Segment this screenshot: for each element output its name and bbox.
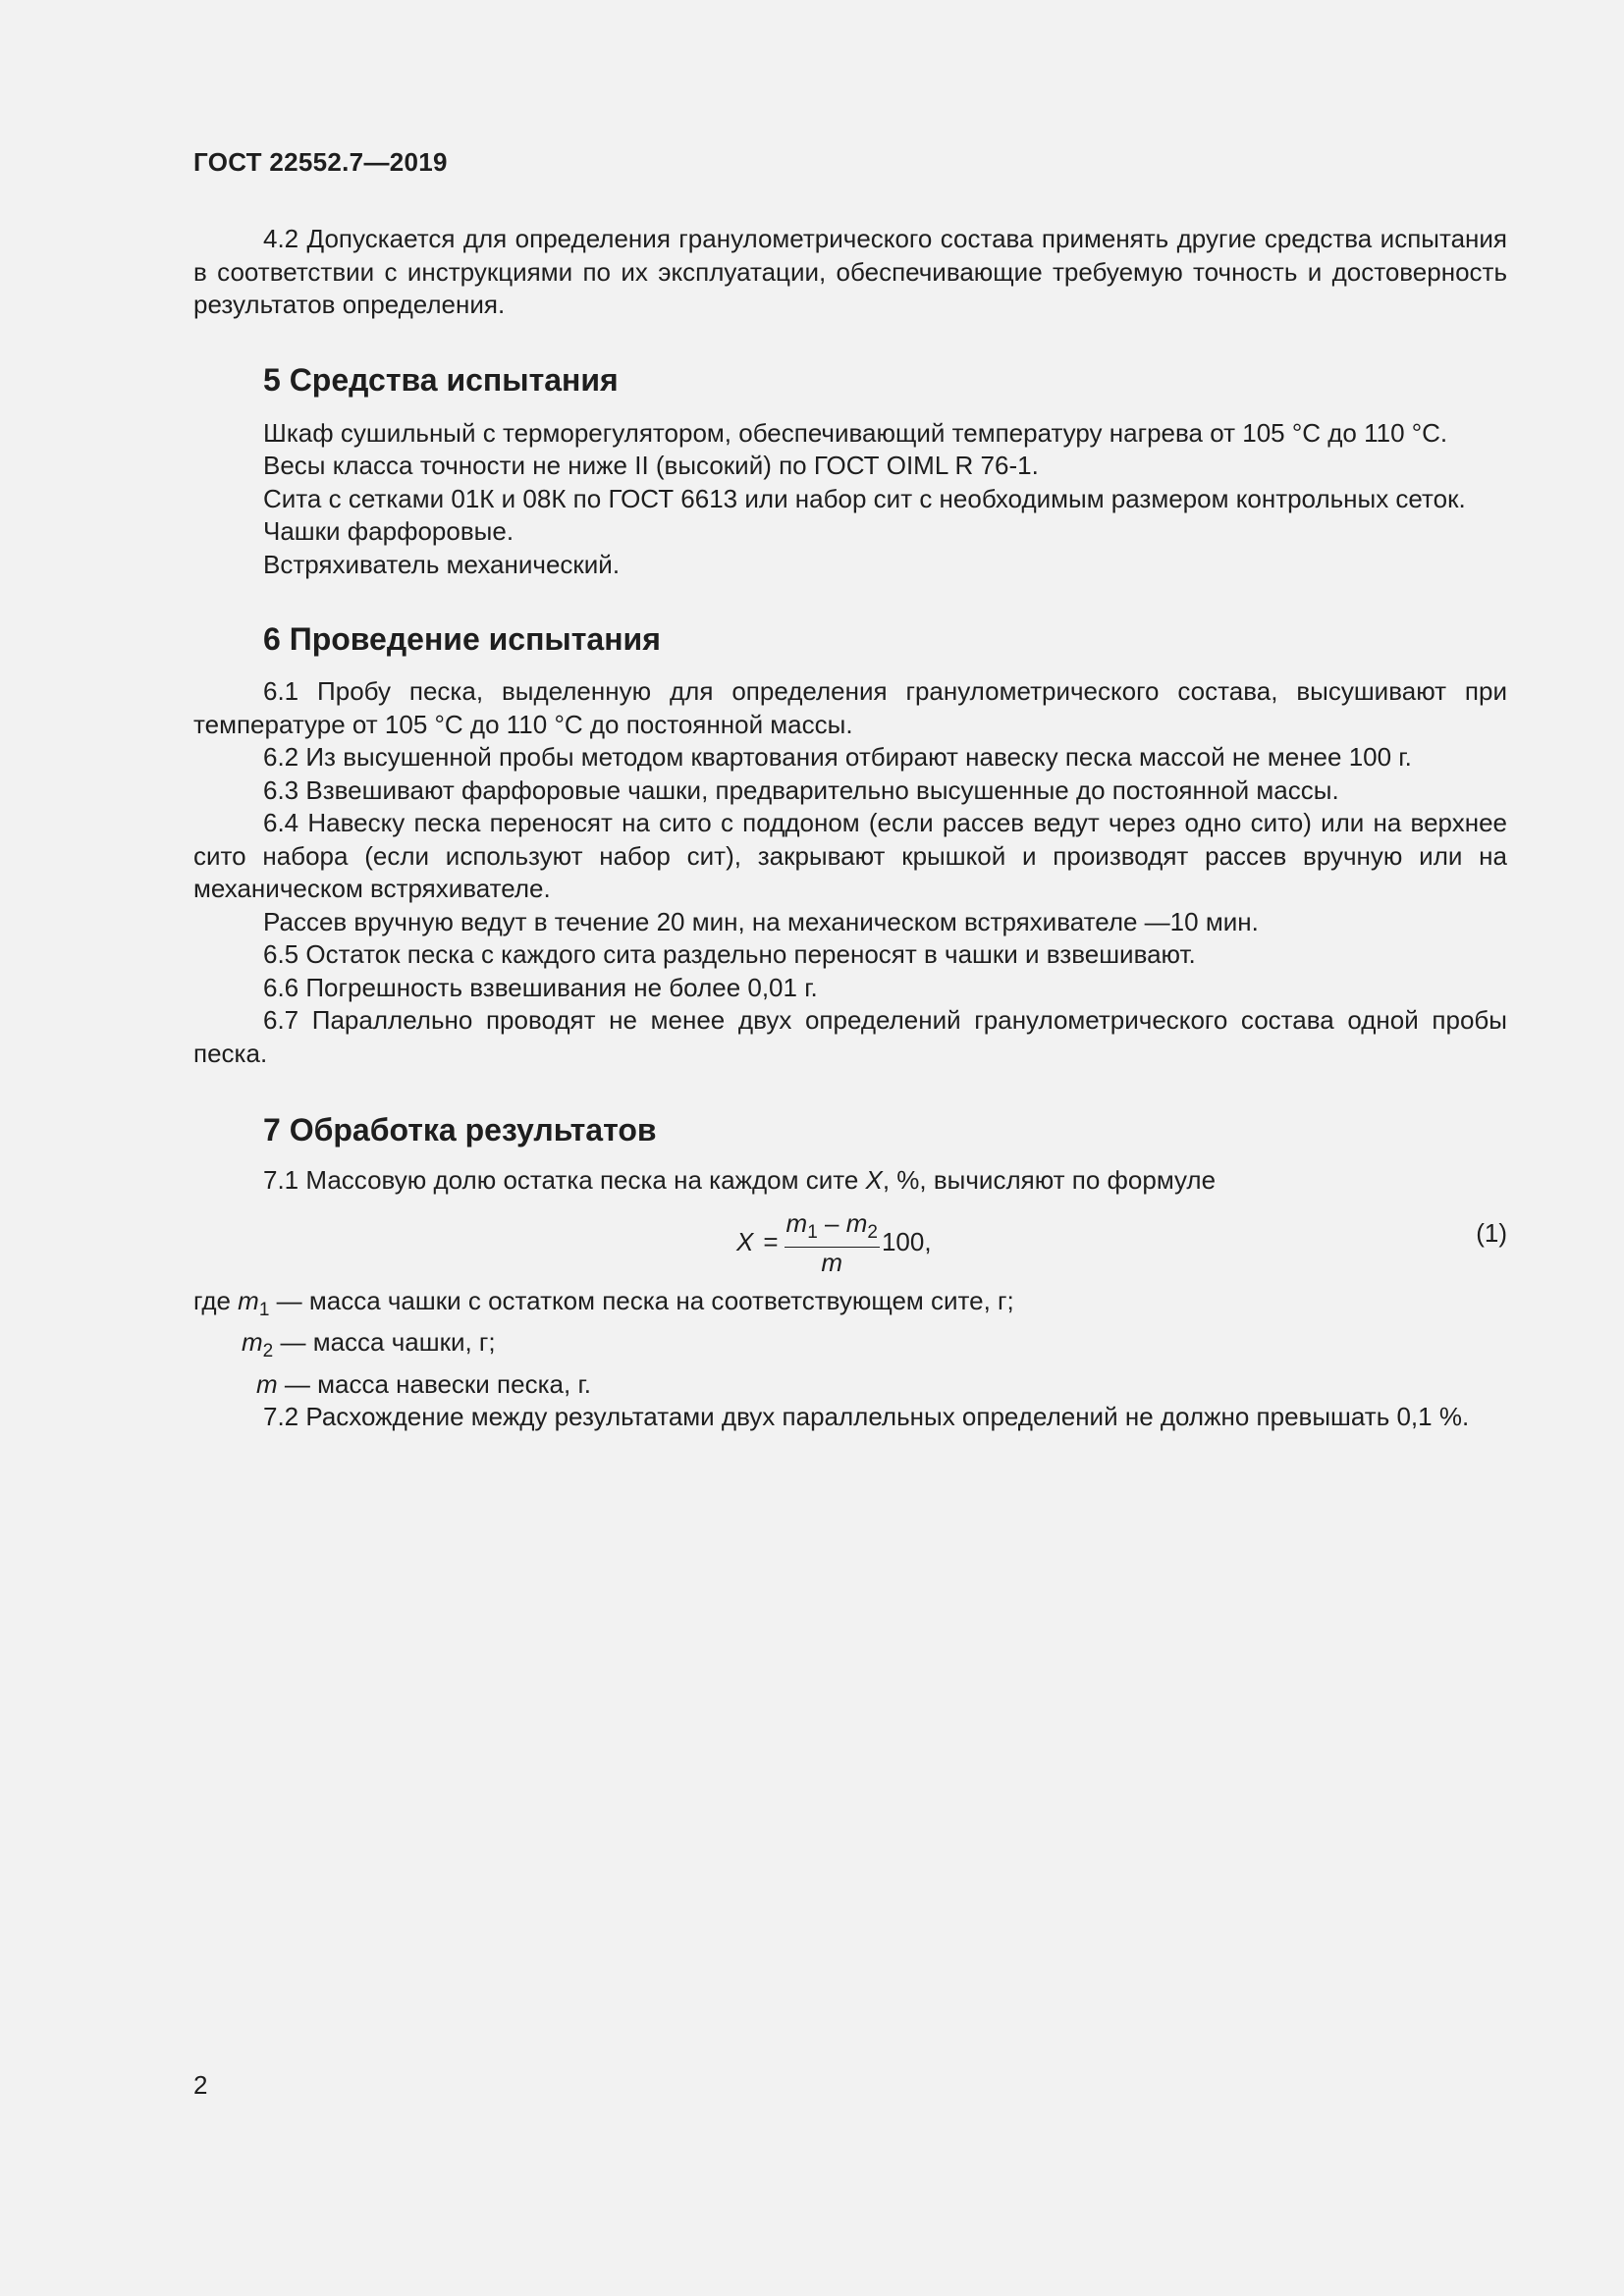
formula (736, 1209, 932, 1277)
legend-item: $m_2$ — масса чашки, г; (242, 1327, 496, 1362)
paragraph-4-2: 4.2 Допускается для определения гранулометрического состава применять другие средства испытания в соответствии с инструкциями по их эксплуатации, обеспечивающие требуемую точность и достоверность результатов определения. (193, 224, 1507, 319)
formula-legend (193, 1285, 1507, 1402)
s5-item: Встряхиватель механический. (263, 549, 621, 579)
page-number: 2 (193, 2070, 208, 2100)
paragraph-7-2: 7.2 Расхождение между результатами двух параллельных определений не должно превышать 0,1 %. (263, 1402, 1470, 1432)
equation-number: (1) (1476, 1217, 1507, 1248)
document-header: ГОСТ 22552.7—2019 (193, 147, 448, 177)
paragraph-7-1 (193, 1164, 1507, 1198)
s6-paragraph: 6.3 Взвешивают фарфоровые чашки, предварительно высушенные до постоянной массы. (263, 774, 1339, 805)
s6-paragraph: Рассев вручную ведут в течение 20 мин, на механическом встряхивателе —10 мин. (263, 906, 1259, 936)
legend-item: где $m_1$ — масса чашки с остатком песка на соответствующем сите, г; (193, 1285, 1014, 1320)
s5-item: Весы класса точности не ниже II (высокий) по ГОСТ OIML R 76-1. (263, 451, 1039, 480)
formula-equals: = (763, 1227, 779, 1257)
formula-tail: 100, (881, 1227, 932, 1257)
formula-denominator: m (821, 1247, 843, 1277)
legend-item: m — масса навески песка, г. (256, 1368, 591, 1399)
section-5-heading: 5 Средства испытания (263, 361, 619, 398)
p7-1-text-end: , %, вычисляют по формуле (882, 1165, 1217, 1195)
s6-paragraph: 6.5 Остаток песка с каждого сита раздельно переносят в чашки и взвешивают. (263, 939, 1196, 969)
s6-paragraph: 6.4 Навеску песка переносят на сито с поддоном (если рассев ведут через одно сито) или на верхнее сито набора (если используют набор сит), закрывают крышкой и производят рассев вручную или на механическом встряхивателе. (193, 808, 1507, 903)
s5-item: Чашки фарфоровые. (263, 516, 514, 546)
s6-paragraph: 6.6 Погрешность взвешивания не более 0,01 г. (263, 972, 818, 1002)
section-6-heading: 6 Проведение испытания (263, 621, 661, 657)
formula-row (193, 1205, 1507, 1277)
formula-numerator: $m_1 - m_2$ (785, 1209, 880, 1248)
s6-paragraph: 6.2 Из высушенной пробы методом квартования отбирают навеску песка массой не менее 100 г. (263, 742, 1412, 772)
section-7-heading: 7 Обработка результатов (263, 1112, 657, 1148)
s5-item: Сита с сетками 01К и 08К по ГОСТ 6613 или набор сит с необходимым размером контрольных сеток. (263, 483, 1466, 513)
s5-item: Шкаф сушильный с терморегулятором, обеспечивающий температуру нагрева от 105 °С до 110 °С. (263, 417, 1448, 448)
p7-1-var: X (865, 1165, 883, 1195)
formula-fraction (785, 1209, 880, 1277)
formula-lhs: X (736, 1227, 754, 1257)
page-content (193, 223, 1507, 1434)
s6-paragraph: 6.7 Параллельно проводят не менее двух определений гранулометрического состава одной пробы песка. (193, 1005, 1507, 1068)
p7-1-text: 7.1 Массовую долю остатка песка на каждом сите (263, 1165, 866, 1195)
s6-paragraph: 6.1 Пробу песка, выделенную для определения гранулометрического состава, высушивают при температуре от 105 °С до 110 °С до постоянной массы. (193, 676, 1507, 739)
